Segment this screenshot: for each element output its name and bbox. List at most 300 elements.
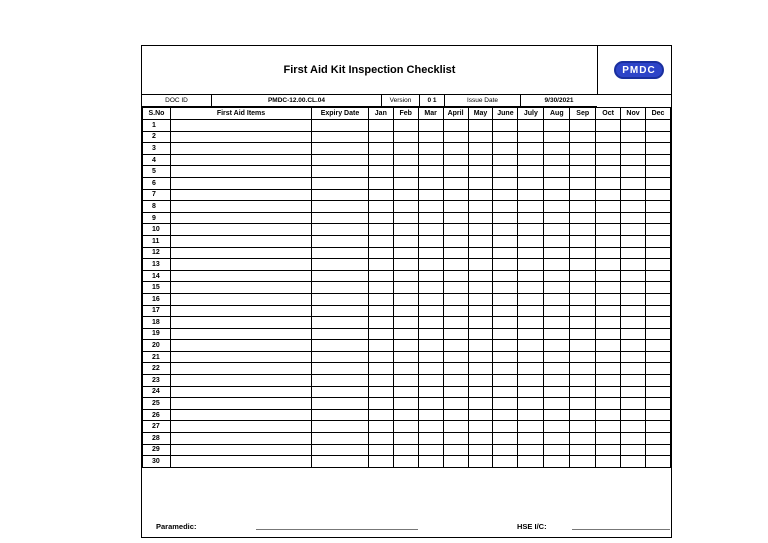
month-check-cell[interactable] bbox=[468, 282, 493, 294]
month-check-cell[interactable] bbox=[418, 386, 443, 398]
month-check-cell[interactable] bbox=[393, 154, 418, 166]
month-check-cell[interactable] bbox=[493, 143, 518, 155]
month-check-cell[interactable] bbox=[368, 154, 393, 166]
item-cell[interactable] bbox=[170, 201, 311, 213]
month-check-cell[interactable] bbox=[418, 456, 443, 468]
month-check-cell[interactable] bbox=[418, 340, 443, 352]
month-check-cell[interactable] bbox=[570, 120, 596, 132]
month-check-cell[interactable] bbox=[621, 259, 646, 271]
month-check-cell[interactable] bbox=[645, 363, 670, 375]
month-check-cell[interactable] bbox=[544, 201, 570, 213]
month-check-cell[interactable] bbox=[493, 398, 518, 410]
month-check-cell[interactable] bbox=[493, 247, 518, 259]
month-check-cell[interactable] bbox=[368, 293, 393, 305]
item-cell[interactable] bbox=[170, 247, 311, 259]
month-check-cell[interactable] bbox=[544, 131, 570, 143]
month-check-cell[interactable] bbox=[518, 421, 544, 433]
month-check-cell[interactable] bbox=[518, 270, 544, 282]
month-check-cell[interactable] bbox=[468, 247, 493, 259]
month-check-cell[interactable] bbox=[544, 433, 570, 445]
month-check-cell[interactable] bbox=[544, 154, 570, 166]
month-check-cell[interactable] bbox=[544, 177, 570, 189]
month-check-cell[interactable] bbox=[418, 247, 443, 259]
expiry-cell[interactable] bbox=[312, 282, 369, 294]
month-check-cell[interactable] bbox=[443, 247, 468, 259]
month-check-cell[interactable] bbox=[596, 189, 621, 201]
month-check-cell[interactable] bbox=[368, 212, 393, 224]
month-check-cell[interactable] bbox=[368, 386, 393, 398]
month-check-cell[interactable] bbox=[570, 456, 596, 468]
month-check-cell[interactable] bbox=[493, 154, 518, 166]
item-cell[interactable] bbox=[170, 270, 311, 282]
month-check-cell[interactable] bbox=[570, 212, 596, 224]
month-check-cell[interactable] bbox=[570, 386, 596, 398]
month-check-cell[interactable] bbox=[645, 433, 670, 445]
month-check-cell[interactable] bbox=[518, 143, 544, 155]
expiry-cell[interactable] bbox=[312, 259, 369, 271]
month-check-cell[interactable] bbox=[443, 212, 468, 224]
month-check-cell[interactable] bbox=[493, 351, 518, 363]
month-check-cell[interactable] bbox=[621, 131, 646, 143]
month-check-cell[interactable] bbox=[518, 131, 544, 143]
expiry-cell[interactable] bbox=[312, 201, 369, 213]
month-check-cell[interactable] bbox=[468, 375, 493, 387]
month-check-cell[interactable] bbox=[544, 143, 570, 155]
month-check-cell[interactable] bbox=[570, 444, 596, 456]
month-check-cell[interactable] bbox=[443, 363, 468, 375]
month-check-cell[interactable] bbox=[443, 270, 468, 282]
month-check-cell[interactable] bbox=[393, 282, 418, 294]
item-cell[interactable] bbox=[170, 375, 311, 387]
item-cell[interactable] bbox=[170, 154, 311, 166]
month-check-cell[interactable] bbox=[468, 201, 493, 213]
expiry-cell[interactable] bbox=[312, 351, 369, 363]
month-check-cell[interactable] bbox=[621, 363, 646, 375]
expiry-cell[interactable] bbox=[312, 235, 369, 247]
month-check-cell[interactable] bbox=[570, 282, 596, 294]
month-check-cell[interactable] bbox=[468, 444, 493, 456]
item-cell[interactable] bbox=[170, 421, 311, 433]
month-check-cell[interactable] bbox=[493, 421, 518, 433]
month-check-cell[interactable] bbox=[518, 166, 544, 178]
month-check-cell[interactable] bbox=[544, 421, 570, 433]
month-check-cell[interactable] bbox=[645, 282, 670, 294]
month-check-cell[interactable] bbox=[645, 247, 670, 259]
month-check-cell[interactable] bbox=[570, 143, 596, 155]
month-check-cell[interactable] bbox=[596, 120, 621, 132]
month-check-cell[interactable] bbox=[418, 305, 443, 317]
month-check-cell[interactable] bbox=[393, 166, 418, 178]
month-check-cell[interactable] bbox=[570, 270, 596, 282]
month-check-cell[interactable] bbox=[570, 131, 596, 143]
month-check-cell[interactable] bbox=[518, 409, 544, 421]
month-check-cell[interactable] bbox=[570, 340, 596, 352]
item-cell[interactable] bbox=[170, 317, 311, 329]
month-check-cell[interactable] bbox=[570, 177, 596, 189]
expiry-cell[interactable] bbox=[312, 317, 369, 329]
month-check-cell[interactable] bbox=[596, 166, 621, 178]
month-check-cell[interactable] bbox=[468, 177, 493, 189]
month-check-cell[interactable] bbox=[570, 259, 596, 271]
month-check-cell[interactable] bbox=[418, 212, 443, 224]
expiry-cell[interactable] bbox=[312, 444, 369, 456]
month-check-cell[interactable] bbox=[418, 235, 443, 247]
month-check-cell[interactable] bbox=[544, 375, 570, 387]
item-cell[interactable] bbox=[170, 189, 311, 201]
expiry-cell[interactable] bbox=[312, 189, 369, 201]
month-check-cell[interactable] bbox=[493, 189, 518, 201]
month-check-cell[interactable] bbox=[493, 409, 518, 421]
month-check-cell[interactable] bbox=[443, 177, 468, 189]
item-cell[interactable] bbox=[170, 363, 311, 375]
month-check-cell[interactable] bbox=[493, 212, 518, 224]
month-check-cell[interactable] bbox=[468, 305, 493, 317]
month-check-cell[interactable] bbox=[621, 166, 646, 178]
month-check-cell[interactable] bbox=[368, 456, 393, 468]
month-check-cell[interactable] bbox=[544, 259, 570, 271]
month-check-cell[interactable] bbox=[443, 166, 468, 178]
month-check-cell[interactable] bbox=[443, 444, 468, 456]
month-check-cell[interactable] bbox=[493, 456, 518, 468]
month-check-cell[interactable] bbox=[570, 247, 596, 259]
month-check-cell[interactable] bbox=[393, 270, 418, 282]
month-check-cell[interactable] bbox=[621, 456, 646, 468]
month-check-cell[interactable] bbox=[570, 166, 596, 178]
expiry-cell[interactable] bbox=[312, 154, 369, 166]
month-check-cell[interactable] bbox=[443, 120, 468, 132]
month-check-cell[interactable] bbox=[544, 363, 570, 375]
month-check-cell[interactable] bbox=[418, 375, 443, 387]
month-check-cell[interactable] bbox=[418, 421, 443, 433]
expiry-cell[interactable] bbox=[312, 247, 369, 259]
month-check-cell[interactable] bbox=[544, 317, 570, 329]
item-cell[interactable] bbox=[170, 305, 311, 317]
month-check-cell[interactable] bbox=[418, 363, 443, 375]
item-cell[interactable] bbox=[170, 166, 311, 178]
month-check-cell[interactable] bbox=[393, 120, 418, 132]
month-check-cell[interactable] bbox=[621, 224, 646, 236]
month-check-cell[interactable] bbox=[418, 154, 443, 166]
month-check-cell[interactable] bbox=[645, 154, 670, 166]
month-check-cell[interactable] bbox=[368, 120, 393, 132]
item-cell[interactable] bbox=[170, 444, 311, 456]
expiry-cell[interactable] bbox=[312, 293, 369, 305]
month-check-cell[interactable] bbox=[493, 386, 518, 398]
month-check-cell[interactable] bbox=[544, 120, 570, 132]
month-check-cell[interactable] bbox=[544, 212, 570, 224]
month-check-cell[interactable] bbox=[621, 120, 646, 132]
month-check-cell[interactable] bbox=[418, 444, 443, 456]
expiry-cell[interactable] bbox=[312, 375, 369, 387]
month-check-cell[interactable] bbox=[443, 131, 468, 143]
month-check-cell[interactable] bbox=[621, 317, 646, 329]
item-cell[interactable] bbox=[170, 398, 311, 410]
month-check-cell[interactable] bbox=[645, 270, 670, 282]
month-check-cell[interactable] bbox=[596, 398, 621, 410]
month-check-cell[interactable] bbox=[518, 247, 544, 259]
month-check-cell[interactable] bbox=[570, 224, 596, 236]
month-check-cell[interactable] bbox=[645, 375, 670, 387]
month-check-cell[interactable] bbox=[544, 270, 570, 282]
month-check-cell[interactable] bbox=[493, 201, 518, 213]
month-check-cell[interactable] bbox=[493, 444, 518, 456]
expiry-cell[interactable] bbox=[312, 270, 369, 282]
month-check-cell[interactable] bbox=[468, 259, 493, 271]
month-check-cell[interactable] bbox=[518, 224, 544, 236]
month-check-cell[interactable] bbox=[468, 351, 493, 363]
month-check-cell[interactable] bbox=[443, 189, 468, 201]
month-check-cell[interactable] bbox=[418, 328, 443, 340]
month-check-cell[interactable] bbox=[418, 166, 443, 178]
expiry-cell[interactable] bbox=[312, 177, 369, 189]
month-check-cell[interactable] bbox=[468, 363, 493, 375]
month-check-cell[interactable] bbox=[596, 247, 621, 259]
month-check-cell[interactable] bbox=[518, 317, 544, 329]
month-check-cell[interactable] bbox=[544, 247, 570, 259]
month-check-cell[interactable] bbox=[393, 386, 418, 398]
month-check-cell[interactable] bbox=[468, 421, 493, 433]
month-check-cell[interactable] bbox=[544, 224, 570, 236]
month-check-cell[interactable] bbox=[493, 293, 518, 305]
month-check-cell[interactable] bbox=[596, 177, 621, 189]
month-check-cell[interactable] bbox=[468, 340, 493, 352]
month-check-cell[interactable] bbox=[443, 154, 468, 166]
month-check-cell[interactable] bbox=[645, 456, 670, 468]
month-check-cell[interactable] bbox=[393, 259, 418, 271]
month-check-cell[interactable] bbox=[596, 456, 621, 468]
month-check-cell[interactable] bbox=[621, 212, 646, 224]
month-check-cell[interactable] bbox=[645, 340, 670, 352]
month-check-cell[interactable] bbox=[368, 189, 393, 201]
item-cell[interactable] bbox=[170, 386, 311, 398]
month-check-cell[interactable] bbox=[621, 375, 646, 387]
month-check-cell[interactable] bbox=[468, 166, 493, 178]
month-check-cell[interactable] bbox=[443, 143, 468, 155]
expiry-cell[interactable] bbox=[312, 305, 369, 317]
month-check-cell[interactable] bbox=[645, 328, 670, 340]
month-check-cell[interactable] bbox=[570, 351, 596, 363]
item-cell[interactable] bbox=[170, 177, 311, 189]
month-check-cell[interactable] bbox=[621, 328, 646, 340]
month-check-cell[interactable] bbox=[645, 444, 670, 456]
month-check-cell[interactable] bbox=[518, 235, 544, 247]
month-check-cell[interactable] bbox=[544, 398, 570, 410]
month-check-cell[interactable] bbox=[645, 421, 670, 433]
month-check-cell[interactable] bbox=[418, 143, 443, 155]
month-check-cell[interactable] bbox=[443, 317, 468, 329]
month-check-cell[interactable] bbox=[596, 363, 621, 375]
month-check-cell[interactable] bbox=[468, 398, 493, 410]
month-check-cell[interactable] bbox=[570, 363, 596, 375]
month-check-cell[interactable] bbox=[596, 259, 621, 271]
month-check-cell[interactable] bbox=[493, 433, 518, 445]
month-check-cell[interactable] bbox=[621, 270, 646, 282]
month-check-cell[interactable] bbox=[518, 189, 544, 201]
month-check-cell[interactable] bbox=[368, 351, 393, 363]
paramedic-signature-line[interactable] bbox=[256, 529, 418, 530]
month-check-cell[interactable] bbox=[368, 421, 393, 433]
month-check-cell[interactable] bbox=[468, 328, 493, 340]
month-check-cell[interactable] bbox=[544, 351, 570, 363]
month-check-cell[interactable] bbox=[468, 293, 493, 305]
month-check-cell[interactable] bbox=[443, 433, 468, 445]
month-check-cell[interactable] bbox=[645, 201, 670, 213]
month-check-cell[interactable] bbox=[443, 328, 468, 340]
month-check-cell[interactable] bbox=[368, 201, 393, 213]
expiry-cell[interactable] bbox=[312, 120, 369, 132]
month-check-cell[interactable] bbox=[518, 340, 544, 352]
month-check-cell[interactable] bbox=[570, 328, 596, 340]
expiry-cell[interactable] bbox=[312, 224, 369, 236]
month-check-cell[interactable] bbox=[596, 340, 621, 352]
month-check-cell[interactable] bbox=[596, 212, 621, 224]
month-check-cell[interactable] bbox=[418, 409, 443, 421]
month-check-cell[interactable] bbox=[570, 375, 596, 387]
month-check-cell[interactable] bbox=[596, 235, 621, 247]
month-check-cell[interactable] bbox=[544, 282, 570, 294]
month-check-cell[interactable] bbox=[393, 328, 418, 340]
month-check-cell[interactable] bbox=[570, 317, 596, 329]
month-check-cell[interactable] bbox=[418, 351, 443, 363]
month-check-cell[interactable] bbox=[645, 212, 670, 224]
month-check-cell[interactable] bbox=[393, 177, 418, 189]
item-cell[interactable] bbox=[170, 328, 311, 340]
month-check-cell[interactable] bbox=[596, 444, 621, 456]
month-check-cell[interactable] bbox=[468, 189, 493, 201]
month-check-cell[interactable] bbox=[493, 259, 518, 271]
month-check-cell[interactable] bbox=[645, 409, 670, 421]
month-check-cell[interactable] bbox=[518, 375, 544, 387]
month-check-cell[interactable] bbox=[570, 189, 596, 201]
month-check-cell[interactable] bbox=[544, 386, 570, 398]
month-check-cell[interactable] bbox=[368, 433, 393, 445]
month-check-cell[interactable] bbox=[645, 120, 670, 132]
month-check-cell[interactable] bbox=[368, 282, 393, 294]
item-cell[interactable] bbox=[170, 131, 311, 143]
month-check-cell[interactable] bbox=[368, 235, 393, 247]
month-check-cell[interactable] bbox=[621, 421, 646, 433]
month-check-cell[interactable] bbox=[443, 282, 468, 294]
month-check-cell[interactable] bbox=[393, 421, 418, 433]
month-check-cell[interactable] bbox=[393, 375, 418, 387]
month-check-cell[interactable] bbox=[596, 293, 621, 305]
month-check-cell[interactable] bbox=[443, 340, 468, 352]
month-check-cell[interactable] bbox=[368, 444, 393, 456]
month-check-cell[interactable] bbox=[393, 247, 418, 259]
month-check-cell[interactable] bbox=[393, 363, 418, 375]
month-check-cell[interactable] bbox=[493, 363, 518, 375]
expiry-cell[interactable] bbox=[312, 166, 369, 178]
month-check-cell[interactable] bbox=[443, 224, 468, 236]
month-check-cell[interactable] bbox=[443, 386, 468, 398]
month-check-cell[interactable] bbox=[544, 293, 570, 305]
item-cell[interactable] bbox=[170, 409, 311, 421]
month-check-cell[interactable] bbox=[393, 293, 418, 305]
month-check-cell[interactable] bbox=[468, 433, 493, 445]
month-check-cell[interactable] bbox=[645, 224, 670, 236]
month-check-cell[interactable] bbox=[518, 177, 544, 189]
month-check-cell[interactable] bbox=[570, 398, 596, 410]
month-check-cell[interactable] bbox=[468, 131, 493, 143]
month-check-cell[interactable] bbox=[368, 305, 393, 317]
month-check-cell[interactable] bbox=[443, 351, 468, 363]
month-check-cell[interactable] bbox=[368, 328, 393, 340]
month-check-cell[interactable] bbox=[621, 154, 646, 166]
month-check-cell[interactable] bbox=[368, 375, 393, 387]
month-check-cell[interactable] bbox=[443, 409, 468, 421]
month-check-cell[interactable] bbox=[596, 386, 621, 398]
month-check-cell[interactable] bbox=[518, 259, 544, 271]
month-check-cell[interactable] bbox=[493, 131, 518, 143]
month-check-cell[interactable] bbox=[570, 409, 596, 421]
month-check-cell[interactable] bbox=[621, 340, 646, 352]
month-check-cell[interactable] bbox=[544, 235, 570, 247]
month-check-cell[interactable] bbox=[544, 305, 570, 317]
month-check-cell[interactable] bbox=[368, 247, 393, 259]
month-check-cell[interactable] bbox=[596, 351, 621, 363]
month-check-cell[interactable] bbox=[621, 409, 646, 421]
month-check-cell[interactable] bbox=[493, 282, 518, 294]
month-check-cell[interactable] bbox=[418, 224, 443, 236]
month-check-cell[interactable] bbox=[468, 154, 493, 166]
month-check-cell[interactable] bbox=[493, 177, 518, 189]
item-cell[interactable] bbox=[170, 340, 311, 352]
month-check-cell[interactable] bbox=[570, 154, 596, 166]
month-check-cell[interactable] bbox=[621, 386, 646, 398]
month-check-cell[interactable] bbox=[518, 328, 544, 340]
month-check-cell[interactable] bbox=[368, 317, 393, 329]
month-check-cell[interactable] bbox=[418, 189, 443, 201]
month-check-cell[interactable] bbox=[368, 340, 393, 352]
month-check-cell[interactable] bbox=[393, 189, 418, 201]
expiry-cell[interactable] bbox=[312, 398, 369, 410]
month-check-cell[interactable] bbox=[596, 143, 621, 155]
month-check-cell[interactable] bbox=[468, 224, 493, 236]
month-check-cell[interactable] bbox=[393, 456, 418, 468]
month-check-cell[interactable] bbox=[518, 212, 544, 224]
item-cell[interactable] bbox=[170, 456, 311, 468]
item-cell[interactable] bbox=[170, 351, 311, 363]
expiry-cell[interactable] bbox=[312, 421, 369, 433]
month-check-cell[interactable] bbox=[493, 166, 518, 178]
month-check-cell[interactable] bbox=[393, 235, 418, 247]
month-check-cell[interactable] bbox=[368, 143, 393, 155]
month-check-cell[interactable] bbox=[418, 433, 443, 445]
month-check-cell[interactable] bbox=[544, 328, 570, 340]
expiry-cell[interactable] bbox=[312, 456, 369, 468]
month-check-cell[interactable] bbox=[518, 305, 544, 317]
month-check-cell[interactable] bbox=[544, 166, 570, 178]
month-check-cell[interactable] bbox=[518, 456, 544, 468]
month-check-cell[interactable] bbox=[596, 282, 621, 294]
month-check-cell[interactable] bbox=[493, 224, 518, 236]
month-check-cell[interactable] bbox=[493, 305, 518, 317]
expiry-cell[interactable] bbox=[312, 340, 369, 352]
item-cell[interactable] bbox=[170, 212, 311, 224]
item-cell[interactable] bbox=[170, 259, 311, 271]
month-check-cell[interactable] bbox=[368, 270, 393, 282]
month-check-cell[interactable] bbox=[443, 259, 468, 271]
month-check-cell[interactable] bbox=[544, 456, 570, 468]
month-check-cell[interactable] bbox=[393, 444, 418, 456]
month-check-cell[interactable] bbox=[368, 166, 393, 178]
month-check-cell[interactable] bbox=[518, 444, 544, 456]
month-check-cell[interactable] bbox=[368, 224, 393, 236]
month-check-cell[interactable] bbox=[443, 293, 468, 305]
month-check-cell[interactable] bbox=[518, 398, 544, 410]
month-check-cell[interactable] bbox=[544, 189, 570, 201]
item-cell[interactable] bbox=[170, 282, 311, 294]
